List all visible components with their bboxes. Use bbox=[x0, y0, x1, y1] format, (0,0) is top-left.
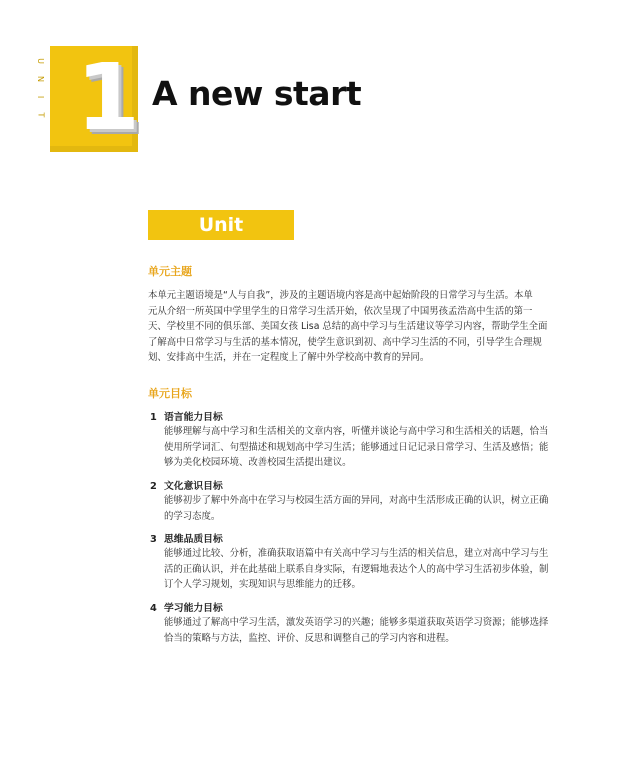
goal-heading bbox=[150, 600, 223, 614]
theme-line: 本单元主题语境是“人与自我”，涉及的主题语境内容是高中起始阶段的日常学习与生活。本单 bbox=[148, 290, 533, 301]
unit-letter: I bbox=[35, 95, 45, 99]
goal-line: 活的正确认识，并在此基础上联系自身实际，有逻辑地表达个人的高中学习生活初步体验，制 bbox=[164, 563, 549, 575]
goal-title: 语言能力目标 bbox=[164, 412, 223, 423]
theme-line: 划、安排高中生活，并在一定程度上了解中外学校高中教育的异同。 bbox=[148, 352, 430, 363]
goal-title: 学习能力目标 bbox=[164, 603, 223, 614]
goal-line: 能够理解与高中学习和生活相关的文章内容，听懂并谈论与高中学习和生活相关的话题，恰当 bbox=[164, 426, 549, 437]
unit-overview-banner: Unit overview bbox=[148, 210, 294, 240]
theme-line: 天、学校里不同的俱乐部、美国女孩 Lisa 总结的高中学习与生活建议等学习内容，帮助学生全面 bbox=[148, 321, 548, 332]
goal-line: 恰当的策略与方法，监控、评价、反思和调整自己的学习内容和进程。 bbox=[164, 632, 455, 644]
goal-number: 1 bbox=[150, 412, 157, 423]
page-title: A new start bbox=[152, 74, 362, 113]
unit-letter: T bbox=[35, 112, 45, 118]
goal-text bbox=[164, 424, 580, 471]
goal-line: 订个人学习规划，实现知识与思维能力的迁移。 bbox=[164, 579, 361, 590]
goal-text bbox=[164, 493, 580, 524]
theme-paragraph bbox=[148, 288, 578, 366]
goal-heading bbox=[150, 478, 223, 492]
theme-heading: 单元主题 bbox=[148, 265, 192, 278]
goal-title: 思维品质目标 bbox=[164, 534, 223, 545]
goal-line: 的学习态度。 bbox=[164, 510, 221, 522]
theme-line: 了解高中日常学习与生活的基本情况，使学生意识到初、高中学习生活的不同，引导学生合理规 bbox=[148, 336, 542, 348]
unit-letter: U bbox=[35, 58, 45, 64]
goal-number: 2 bbox=[150, 481, 157, 492]
goal-line: 能够通过了解高中学习生活，激发英语学习的兴趣；能够多渠道获取英语学习资源；能够选择 bbox=[164, 617, 549, 628]
goal-heading bbox=[150, 409, 223, 423]
goal-line: 使用所学词汇、句型描述和规划高中学习生活；能够通过日记记录日常学习、生活及感悟；能 bbox=[164, 441, 549, 453]
goal-line: 够为美化校园环境、改善校园生活提出建议。 bbox=[164, 457, 352, 468]
goal-heading bbox=[150, 531, 223, 545]
goals-heading: 单元目标 bbox=[148, 387, 192, 400]
goal-number: 3 bbox=[150, 534, 157, 545]
goal-text bbox=[164, 546, 580, 593]
goal-title: 文化意识目标 bbox=[164, 481, 223, 492]
goal-text bbox=[164, 615, 580, 646]
goal-line: 能够通过比较、分析，准确获取语篇中有关高中学习与生活的相关信息，建立对高中学习与生 bbox=[164, 548, 549, 559]
unit-letter: N bbox=[35, 76, 45, 82]
goal-number: 4 bbox=[150, 603, 157, 614]
unit-vertical-label bbox=[30, 52, 50, 124]
unit-number: 1 bbox=[76, 44, 141, 151]
theme-line: 元从介绍一所英国中学里学生的日常学习生活开始，依次呈现了中国男孩孟浩高中生活的第一 bbox=[148, 305, 533, 317]
goal-line: 能够初步了解中外高中在学习与校园生活方面的异同，对高中生活形成正确的认识，树立正确 bbox=[164, 495, 549, 506]
